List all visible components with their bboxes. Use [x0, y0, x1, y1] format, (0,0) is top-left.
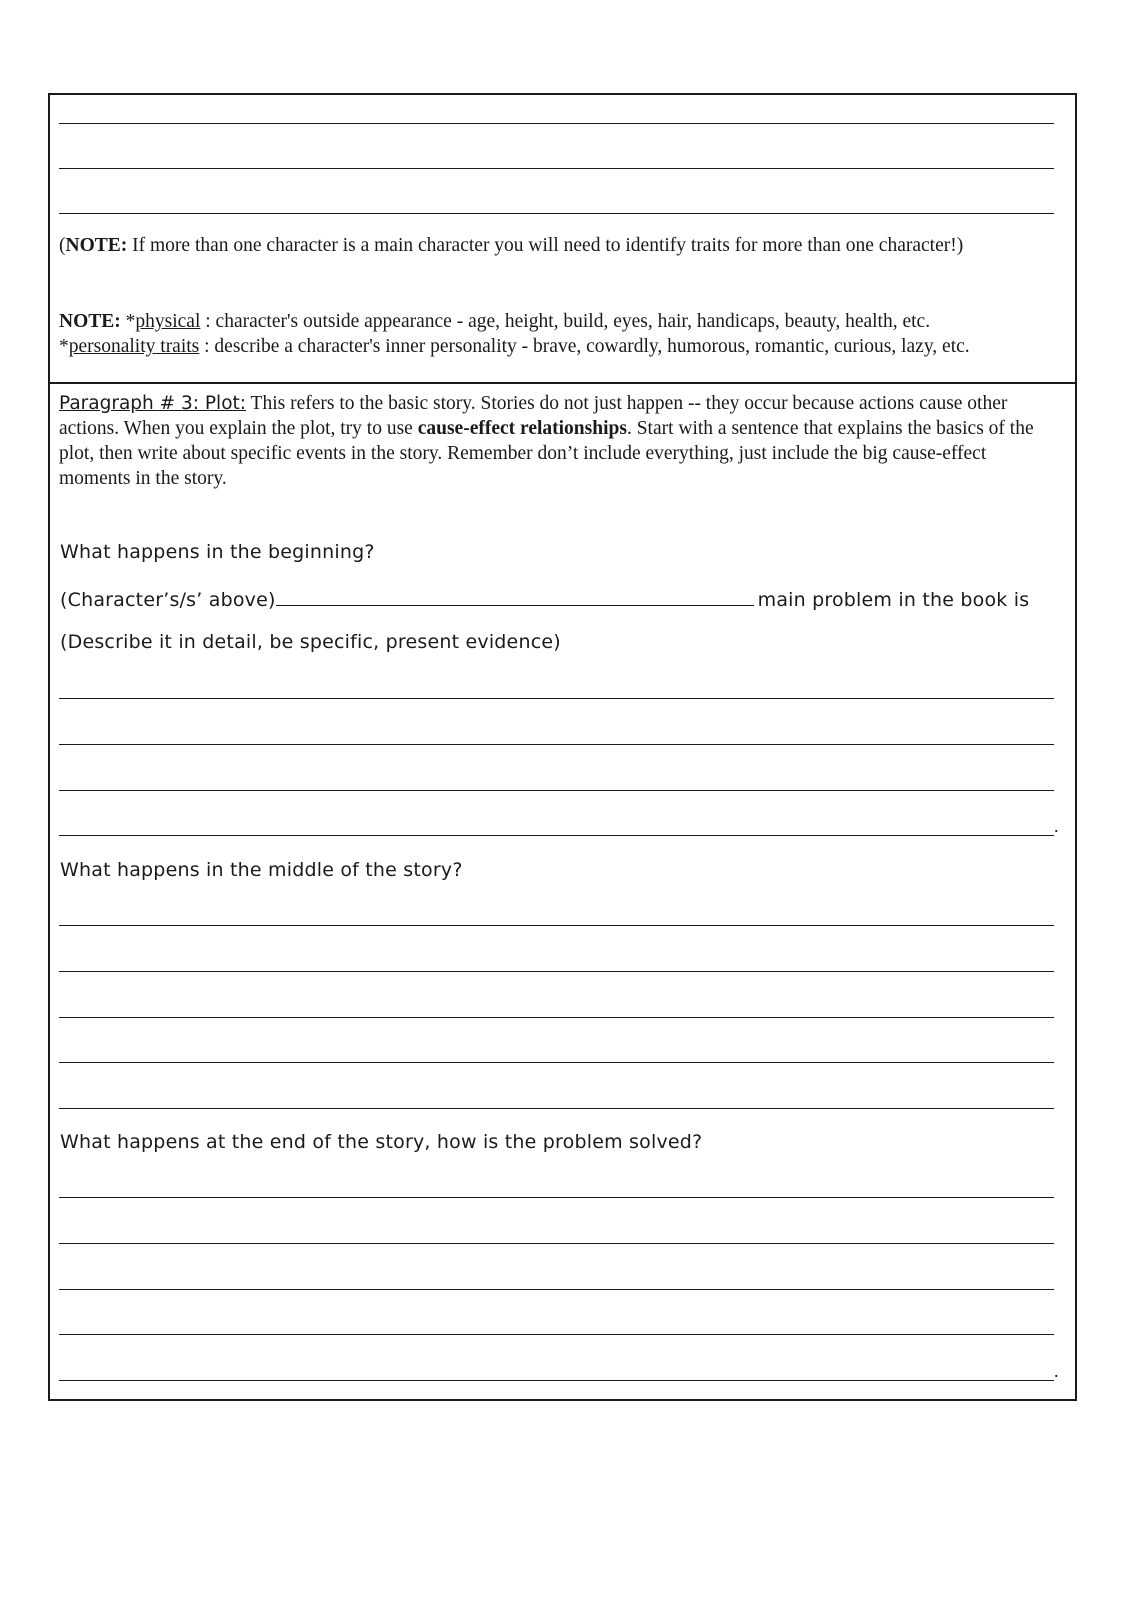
answer-line[interactable]: [59, 971, 1054, 972]
answer-line[interactable]: [59, 1062, 1054, 1063]
end-question: What happens at the end of the story, how is the problem solved?: [60, 1131, 703, 1153]
answer-line[interactable]: [59, 168, 1054, 169]
answer-line[interactable]: [59, 123, 1054, 124]
plot-instructions: Paragraph # 3: Plot: This refers to the basic story. Stories do not just happen -- they occur because actions cause other actions. When you explain the plot, try to use cause-effect relationships. Start with a sentence that explains the basics of the plot, then write about specific events in the story. Remember don’t include everything, just include the big cause-effect moments in the story.: [59, 393, 1034, 489]
character-name-blank[interactable]: [276, 587, 754, 606]
note-trait-definitions: NOTE: *physical : character's outside appearance - age, height, build, eyes, hair, handicaps, beauty, health, etc. *personality traits : describe a character's inner personality - brave, cowardly, humorous, romantic, curious, lazy, etc.: [59, 311, 970, 357]
answer-line[interactable]: [59, 213, 1054, 214]
answer-line[interactable]: [59, 835, 1054, 836]
note-multiple-characters: (NOTE: If more than one character is a main character you will need to identify traits for more than one character!): [59, 235, 964, 256]
answer-line[interactable]: [59, 1197, 1054, 1198]
answer-line[interactable]: [59, 1380, 1054, 1381]
beginning-question: What happens in the beginning?: [60, 541, 375, 563]
answer-line[interactable]: [59, 1289, 1054, 1290]
answer-line[interactable]: [59, 925, 1054, 926]
main-problem-line: (Character’s/s’ above) main problem in the book is: [60, 589, 1030, 611]
section-divider: [48, 382, 1077, 384]
middle-question: What happens in the middle of the story?: [60, 859, 463, 881]
answer-line[interactable]: [59, 1017, 1054, 1018]
answer-line[interactable]: [59, 698, 1054, 699]
answer-line[interactable]: [59, 790, 1054, 791]
answer-line[interactable]: [59, 1243, 1054, 1244]
line-end-period: .: [1054, 1361, 1059, 1381]
worksheet-frame: [48, 93, 1077, 1401]
answer-line[interactable]: [59, 1334, 1054, 1335]
answer-line[interactable]: [59, 744, 1054, 745]
plot-heading: Paragraph # 3: Plot:: [59, 393, 247, 414]
line-end-period: .: [1054, 816, 1059, 836]
answer-line[interactable]: [59, 1108, 1054, 1109]
describe-instruction: (Describe it in detail, be specific, present evidence): [60, 631, 561, 653]
